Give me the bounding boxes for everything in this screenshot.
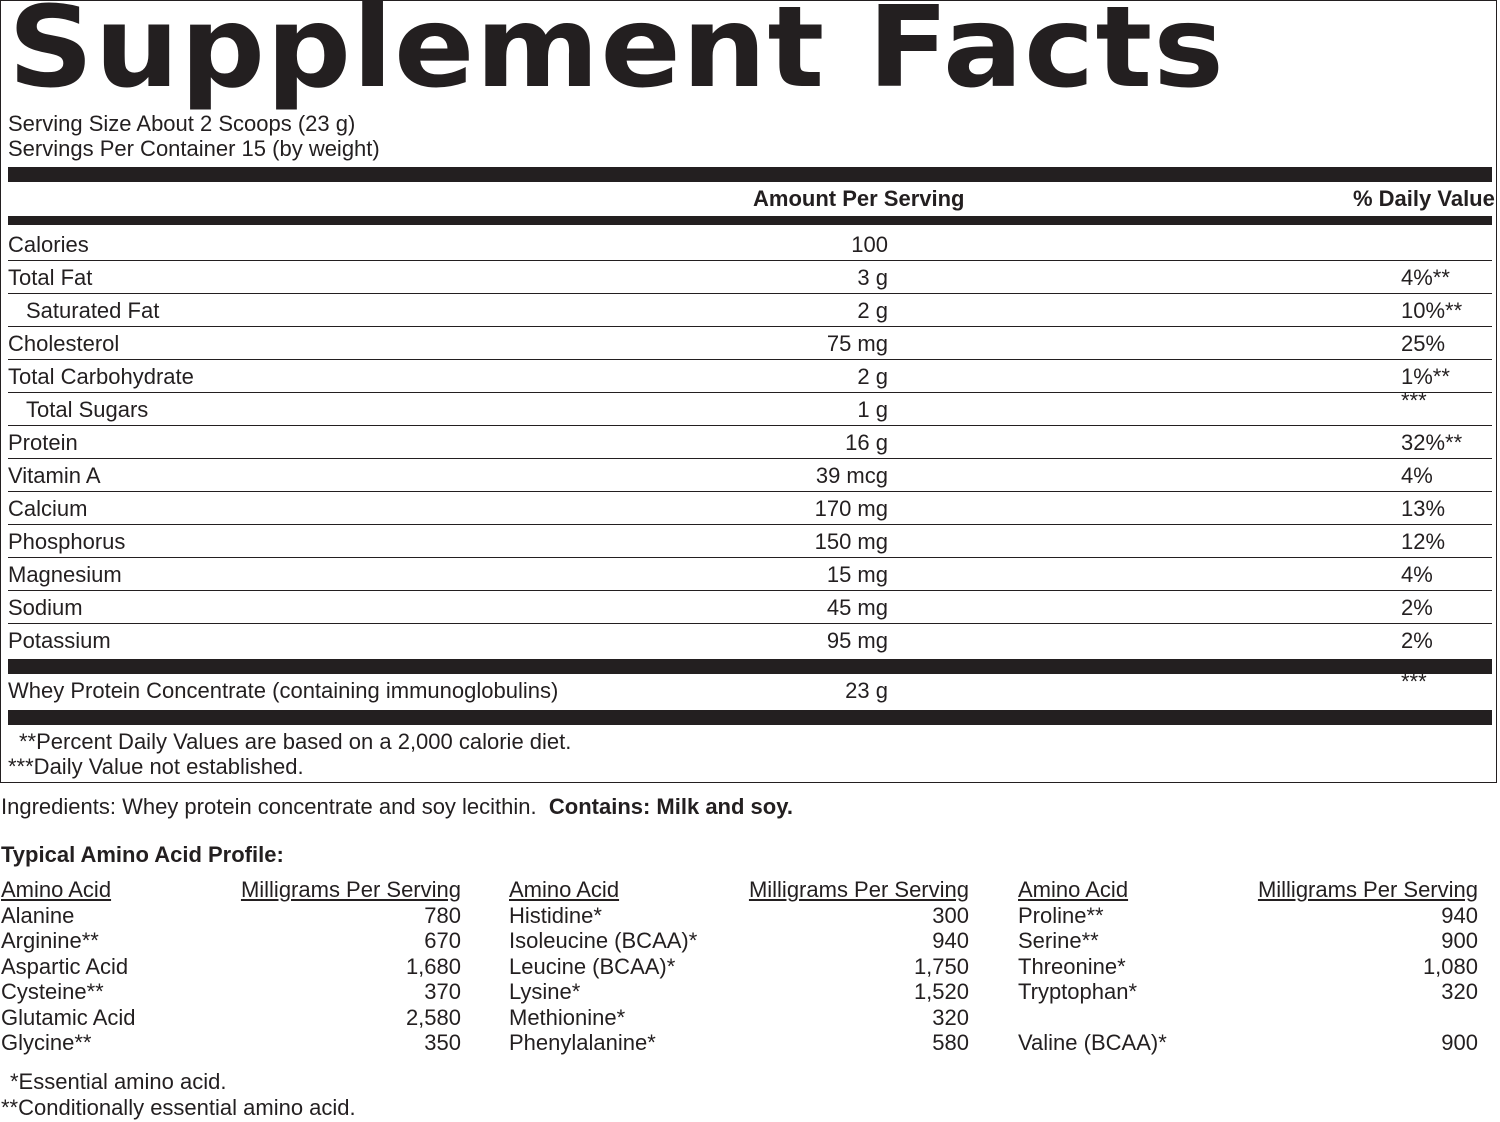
footnote-not-established: ***Daily Value not established. [8, 754, 304, 779]
nutrient-amount: 150 mg [814, 529, 888, 554]
amino-mg: 780 [424, 902, 461, 928]
amino-row [1018, 1005, 1478, 1031]
nutrient-amount: 170 mg [814, 496, 888, 521]
nutrient-name: Vitamin A [8, 463, 101, 488]
nutrient-row [8, 558, 1492, 591]
nutrient-dv: 2% [1401, 628, 1433, 653]
amino-row [509, 903, 969, 929]
whey-name: Whey Protein Concentrate (containing immunoglobulins) [8, 678, 559, 703]
amino-column [509, 877, 969, 1056]
amino-column [1, 877, 461, 1056]
amino-mg-header: Milligrams Per Serving [1257, 877, 1478, 902]
whey-row [8, 669, 1492, 707]
amino-name: Valine (BCAA)* [1018, 1030, 1167, 1055]
nutrient-name: Potassium [8, 628, 111, 653]
amino-mg: 370 [424, 979, 461, 1004]
nutrient-dv: 13% [1401, 496, 1446, 521]
amino-row [509, 1005, 969, 1031]
amino-mg: 300 [932, 902, 969, 928]
nutrient-amount: 3 g [857, 265, 888, 290]
amino-row [1018, 954, 1478, 980]
nutrient-dv: 1%** [1401, 364, 1450, 389]
nutrient-name: Total Carbohydrate [8, 364, 194, 389]
nutrient-dv: *** [1401, 388, 1427, 413]
amino-mg-header: Milligrams Per Serving [748, 877, 969, 902]
amino-note-essential: *Essential amino acid. [10, 1069, 227, 1094]
amino-column-header [1018, 877, 1478, 903]
nutrient-row [8, 294, 1492, 327]
amino-mg: 940 [932, 928, 969, 953]
amino-row [509, 979, 969, 1005]
amino-row [509, 928, 969, 954]
nutrient-amount: 16 g [845, 430, 888, 455]
amino-name: Leucine (BCAA)* [509, 953, 676, 979]
amino-mg: 320 [1441, 979, 1478, 1004]
nutrient-row [8, 459, 1492, 492]
amino-mg: 2,580 [405, 1004, 461, 1030]
amino-name: Serine** [1018, 928, 1099, 953]
nutrient-row [8, 261, 1492, 294]
amino-column-header [1, 877, 461, 903]
footnote-dv: **Percent Daily Values are based on a 2,000 calorie diet. [19, 729, 572, 754]
ingredients-text: Ingredients: Whey protein concentrate and soy lecithin. [1, 794, 537, 819]
amino-name: Threonine* [1018, 953, 1126, 979]
amino-row [1018, 979, 1478, 1005]
daily-value-header: % Daily Value [1353, 186, 1495, 211]
nutrient-row [8, 388, 1492, 426]
amino-row [1, 903, 461, 929]
nutrient-row [8, 228, 1492, 261]
amino-name: Glycine** [1, 1030, 92, 1055]
amino-mg: 900 [1441, 1030, 1478, 1055]
amino-profile-title: Typical Amino Acid Profile: [1, 842, 284, 867]
amino-column [1018, 877, 1478, 1056]
nutrient-amount: 2 g [857, 298, 888, 323]
amino-mg: 1,080 [1422, 953, 1478, 979]
amino-name: Glutamic Acid [1, 1004, 136, 1030]
nutrient-amount: 39 mcg [815, 463, 888, 488]
nutrient-dv: 10%** [1401, 298, 1463, 323]
nutrient-amount: 45 mg [826, 595, 888, 620]
nutrient-name: Protein [8, 430, 78, 455]
amino-row [1, 954, 461, 980]
amino-row [1, 928, 461, 954]
amino-name: Arginine** [1, 928, 99, 953]
amino-name-header: Amino Acid [1, 877, 112, 902]
amino-mg-header: Milligrams Per Serving [240, 877, 461, 902]
amino-mg: 1,680 [405, 953, 461, 979]
amino-row [509, 954, 969, 980]
amino-row [1, 1005, 461, 1031]
nutrient-dv: 4% [1401, 463, 1433, 488]
amino-row [1, 1030, 461, 1056]
amino-mg: 320 [932, 1004, 969, 1030]
nutrient-dv: 2% [1401, 595, 1433, 620]
nutrient-amount: 100 [851, 232, 888, 257]
amino-row [1018, 1030, 1478, 1056]
amino-row [509, 1030, 969, 1056]
amino-mg: 350 [424, 1030, 461, 1055]
amino-name: Alanine [1, 902, 75, 928]
amino-name: Lysine* [509, 979, 581, 1004]
nutrient-amount: 1 g [857, 397, 888, 422]
amino-name: Isoleucine (BCAA)* [509, 928, 698, 953]
nutrient-dv: 4% [1401, 562, 1433, 587]
thick-divider-top [8, 167, 1492, 182]
nutrient-row [8, 426, 1492, 459]
amino-name-header: Amino Acid [509, 877, 620, 902]
nutrient-name: Calories [8, 232, 89, 257]
amino-name: Tryptophan* [1018, 979, 1138, 1004]
ingredients [1, 794, 793, 820]
nutrient-name: Sodium [8, 595, 83, 620]
amino-note-conditional: **Conditionally essential amino acid. [1, 1095, 356, 1120]
nutrient-amount: 95 mg [826, 628, 888, 653]
nutrient-row [8, 327, 1492, 360]
nutrient-amount: 2 g [857, 364, 888, 389]
amino-mg: 580 [932, 1030, 969, 1055]
nutrient-amount: 15 mg [826, 562, 888, 587]
amino-row [1, 979, 461, 1005]
panel-title: Supplement Facts [8, 0, 1226, 113]
amino-mg: 940 [1441, 902, 1478, 928]
amino-name: Histidine* [509, 902, 602, 928]
nutrient-row [8, 624, 1492, 657]
allergen-statement: Contains: Milk and soy. [548, 794, 793, 819]
nutrient-name: Cholesterol [8, 331, 120, 356]
nutrient-name: Magnesium [8, 562, 122, 587]
amino-mg: 1,750 [913, 953, 969, 979]
nutrient-row [8, 492, 1492, 525]
amount-per-serving-header: Amount Per Serving [753, 186, 965, 211]
nutrient-name: Saturated Fat [26, 298, 160, 323]
amino-name: Aspartic Acid [1, 953, 129, 979]
nutrient-name: Calcium [8, 496, 88, 521]
amino-column-header [509, 877, 969, 903]
nutrient-name: Total Sugars [26, 397, 149, 422]
nutrient-row [8, 360, 1492, 393]
amino-name: Phenylalanine* [509, 1030, 656, 1055]
nutrient-dv: 12% [1401, 529, 1446, 554]
medium-divider [8, 216, 1492, 225]
nutrient-row [8, 525, 1492, 558]
amino-name: Methionine* [509, 1004, 626, 1030]
thick-divider-bottom [8, 710, 1492, 725]
amino-mg: 1,520 [913, 979, 969, 1004]
nutrient-dv: 32%** [1401, 430, 1463, 455]
amino-mg: 900 [1441, 928, 1478, 953]
nutrient-name: Phosphorus [8, 529, 126, 554]
amino-row [1018, 903, 1478, 929]
whey-dv: *** [1401, 669, 1427, 694]
amino-mg: 670 [424, 928, 461, 953]
amino-name: Proline** [1018, 902, 1104, 928]
whey-amount: 23 g [845, 678, 888, 703]
nutrient-amount: 75 mg [826, 331, 888, 356]
amino-name-header: Amino Acid [1018, 877, 1129, 902]
serving-size: Serving Size About 2 Scoops (23 g) [8, 111, 356, 136]
nutrient-dv: 25% [1401, 331, 1446, 356]
nutrient-row [8, 591, 1492, 624]
nutrient-name: Total Fat [8, 265, 93, 290]
servings-per-container: Servings Per Container 15 (by weight) [8, 136, 380, 161]
amino-name: Cysteine** [1, 979, 104, 1004]
nutrient-dv: 4%** [1401, 265, 1450, 290]
thick-divider-middle [8, 659, 1492, 674]
amino-row [1018, 928, 1478, 954]
